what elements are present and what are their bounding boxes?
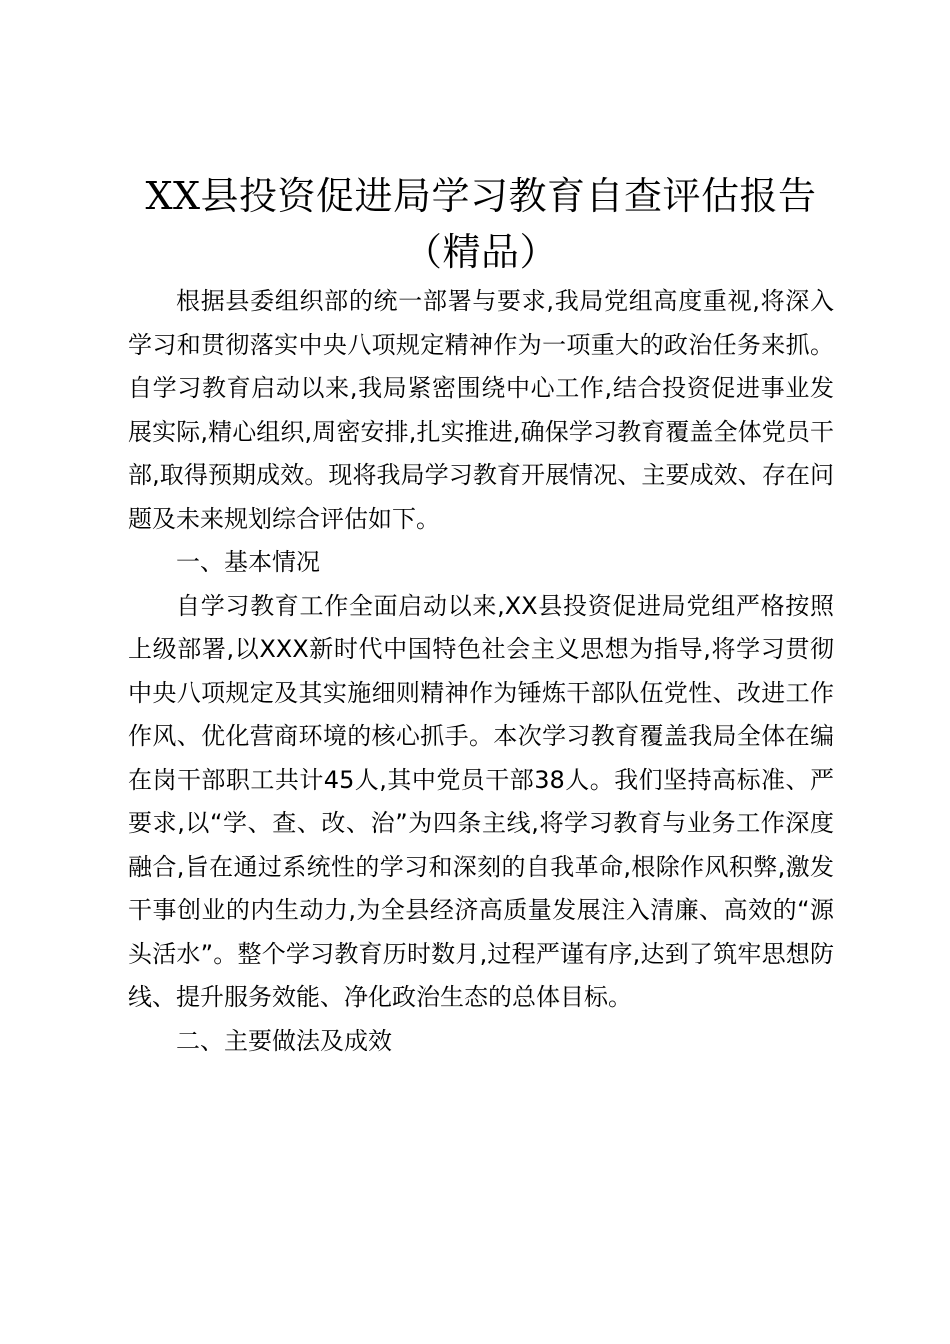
document-title: XX县投资促进局学习教育自查评估报告（精品） [145, 174, 817, 274]
section-heading-main-practices: 二、主要做法及成效 [176, 1026, 392, 1055]
section-heading-basic-situation: 一、基本情况 [176, 548, 320, 576]
basic-situation-paragraph: 自学习教育工作全面启动以来,XX县投资促进局党组严格按照上级部署,以XXX新时代中国特色社会主义思想为指导,将学习贯彻中央八项规定及其实施细则精神作为锤炼干部队伍党性、改进工作作风、优化营商环境的核心抓手。本次学习教育覆盖我局全体在编在岗干部职工共计45人,其中党员干部38人。我们坚持高标准、严要求,以“学、查、改、治”为四条主线,将学习教育与业务工作深度融合,旨在通过系统性的学习和深刻的自我革命,根除作风积弊,激发干事创业的内生动力,为全县经济高质量发展注入清廉、高效的“源头活水”。整个学习教育历时数月,过程严谨有序,达到了筑牢思想防线、提升服务效能、净化政治生态的总体目标。 [128, 591, 834, 1011]
document-body [128, 280, 834, 1063]
intro-paragraph: 根据县委组织部的统一部署与要求,我局党组高度重视,将深入学习和贯彻落实中央八项规定精神作为一项重大的政治任务来抓。自学习教育启动以来,我局紧密围绕中心工作,结合投资促进事业发展实际,精心组织,周密安排,扎实推进,确保学习教育覆盖全体党员干部,取得预期成效。现将我局学习教育开展情况、主要成效、存在问题及未来规划综合评估如下。 [128, 287, 834, 533]
